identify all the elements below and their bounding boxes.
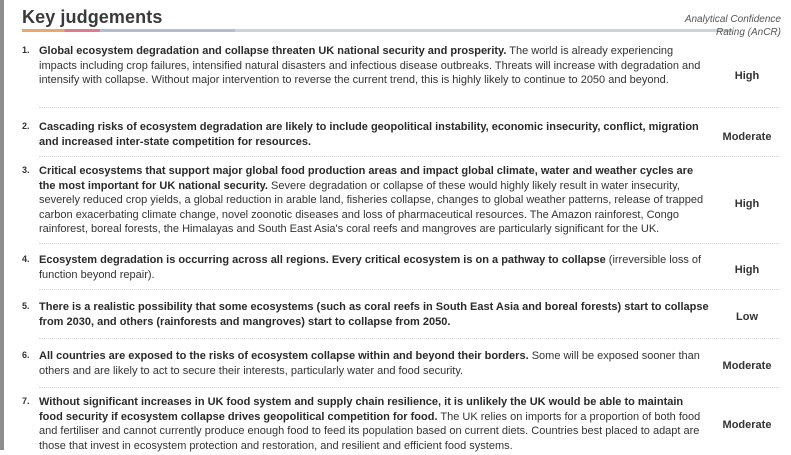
judgement-text [39,349,709,378]
confidence-rating: High [734,264,760,276]
confidence-rating: Moderate [722,419,772,431]
judgement-text [39,120,709,149]
row-divider [39,243,779,244]
row-divider [39,289,779,290]
judgement-body: The UK relies on imports for a proportion of both food and fertiliser and cannot currently produce enough food to feed its population based on current diets. Countries best placed to adapt are those that invest in ecosystem protection and restoration, and resilient and efficient food systems. [39,410,701,452]
judgement-bold: Critical ecosystems that support major global food production areas and impact global climate, water and weather cycles are the most important for UK national security. [39,165,694,192]
confidence-rating: Moderate [722,131,772,143]
judgement-row [22,349,791,381]
judgement-text [39,395,709,453]
confidence-rating: Low [736,311,758,323]
judgement-text [39,164,709,237]
page-title: Key judgements [22,7,163,27]
confidence-rating: Moderate [722,360,772,372]
confidence-rating: High [734,70,760,82]
judgement-row [22,300,791,332]
judgement-text [39,44,709,88]
judgement-number: 7. [22,396,30,406]
judgement-bold: Cascading risks of ecosystem degradation are likely to include geopolitical instability, economic insecurity, conflict, migration and increased inter-state competition for resources. [39,121,699,148]
judgement-number: 2. [22,121,30,131]
confidence-rating-header [685,14,781,39]
judgement-body: (irreversible loss of function beyond repair). [39,254,702,281]
title-underline [22,29,732,32]
judgement-bold: All countries are exposed to the risks of ecosystem collapse within and beyond their borders. [39,350,529,362]
rating-header-line1: Analytical Confidence [684,14,781,25]
left-edge-bar [0,0,4,450]
judgement-number: 6. [22,350,30,360]
judgement-row [22,44,791,104]
judgement-number: 3. [22,165,30,175]
judgement-number: 4. [22,254,30,264]
row-divider [39,338,779,339]
judgement-body: Some will be exposed sooner than others and are likely to act to secure their interests, particularly water and food security. [39,350,700,377]
judgement-row [22,395,791,455]
confidence-rating: High [734,198,760,210]
judgement-bold: Global ecosystem degradation and collapse threaten UK national security and prosperity. [39,45,507,57]
row-divider [39,156,779,157]
judgement-text [39,300,709,329]
judgement-body: The world is already experiencing impacts including crop failures, intensified natural disasters and infectious disease outbreaks. Threats will increase with degradation and intensify with collapse. Without major intervention to reverse the current trend, this is highly likely to continue to 2050 and beyond. [39,45,701,87]
judgement-bold: Without significant increases in UK food system and supply chain resilience, it is unlikely the UK would be able to maintain food security if ecosystem collapse drives geopolitical competition for food. [39,396,684,423]
judgement-text [39,253,709,282]
judgement-row [22,164,791,239]
judgement-row [22,253,791,285]
row-divider [39,107,779,108]
section-header [22,6,791,42]
judgement-number: 1. [22,45,30,55]
judgement-bold: Ecosystem degradation is occurring across all regions. Every critical ecosystem is on a pathway to collapse [39,254,606,266]
judgement-row [22,120,791,152]
judgement-bold: There is a realistic possibility that some ecosystems (such as coral reefs in South East Asia and boreal forests) start to collapse from 2030, and others (rainforests and mangroves) start to collapse from 2050. [39,301,709,328]
row-divider [39,387,779,388]
rating-header-line2: Rating (AnCR) [715,26,781,38]
judgement-body: Severe degradation or collapse of these would highly likely result in water insecurity, severely reduced crop yields, a global reduction in arable land, fisheries collapse, changes to global weather patterns, release of trapped carbon exacerbating climate change, novel zoonotic diseases and loss of pharmaceutical resources. The Amazon rainforest, Congo rainforest, boreal forests, the Himalayas and South East Asia's coral reefs and mangroves are particularly significant for the UK. [39,179,704,236]
judgement-number: 5. [22,301,30,311]
